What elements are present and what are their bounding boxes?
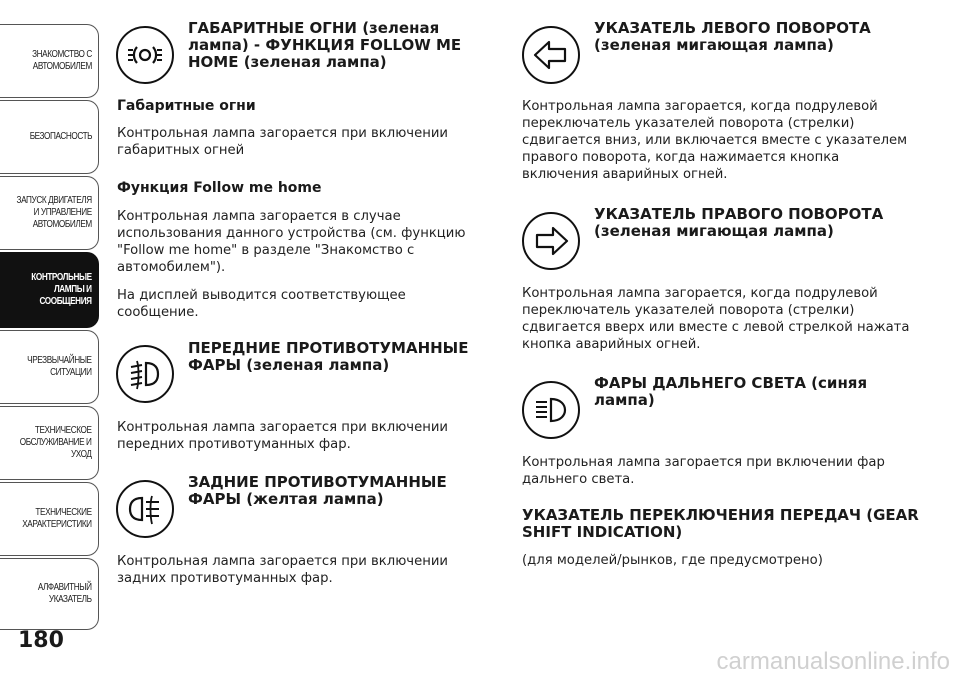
turn-right-text: Контрольная лампа загорается, когда подрулевой переключатель указателей поворота (стрелки) сдвигается вверх или вместе с левой стрелкой нажата кнопка аварийных огней. <box>522 286 910 352</box>
turn-left-title: УКАЗАТЕЛЬ ЛЕВОГО ПОВОРОТА (зеленая мигающая лампа) <box>594 19 871 54</box>
side-lights-text: Контрольная лампа загорается при включении габаритных огней <box>117 126 448 158</box>
turn-left-arrow-icon <box>522 26 580 84</box>
page-number: 180 <box>18 628 64 653</box>
high-beam-title: ФАРЫ ДАЛЬНЕГО СВЕТА (синяя лампа) <box>594 374 868 409</box>
watermark: carmanualsonline.info <box>716 648 950 675</box>
side-lights-subtitle: Габаритные огни <box>117 98 256 114</box>
tab-index[interactable]: АЛФАВИТНЫЙ УКАЗАТЕЛЬ <box>0 558 99 630</box>
tab-starting-driving[interactable]: ЗАПУСК ДВИГАТЕЛЯ И УПРАВЛЕНИЕ АВТОМОБИЛЕМ <box>0 176 99 250</box>
follow-me-home-text: Контрольная лампа загорается в случае использования данного устройства (см. функцию "Follow me home" в разделе "Знакомство с автомобилем"). <box>117 209 466 275</box>
side-lights-title: ГАБАРИТНЫЕ ОГНИ (зеленая лампа) - ФУНКЦИЯ FOLLOW ME HOME (зеленая лампа) <box>188 19 462 71</box>
turn-right-title: УКАЗАТЕЛЬ ПРАВОГО ПОВОРОТА (зеленая мигающая лампа) <box>594 205 884 240</box>
rear-fog-title: ЗАДНИЕ ПРОТИВОТУМАННЫЕ ФАРЫ (желтая лампа) <box>188 473 447 508</box>
gear-shift-title: УКАЗАТЕЛЬ ПЕРЕКЛЮЧЕНИЯ ПЕРЕДАЧ (GEAR SHIFT INDICATION) <box>522 506 919 541</box>
gear-shift-text: (для моделей/рынков, где предусмотрено) <box>522 553 823 568</box>
rear-fog-lights-icon <box>116 480 174 538</box>
tab-introduction[interactable]: ЗНАКОМСТВО С АВТОМОБИЛЕМ <box>0 24 99 98</box>
front-fog-title: ПЕРЕДНИЕ ПРОТИВОТУМАННЫЕ ФАРЫ (зеленая лампа) <box>188 339 469 374</box>
rear-fog-text: Контрольная лампа загорается при включении задних противотуманных фар. <box>117 554 448 586</box>
high-beam-text: Контрольная лампа загорается при включении фар дальнего света. <box>522 455 885 487</box>
front-fog-lights-icon <box>116 345 174 403</box>
turn-left-text: Контрольная лампа загорается, когда подрулевой переключатель указателей поворота (стрелки) сдвигается вниз, или включается вместе с указателем правого поворота, когда нажимается кнопка включения аварийных огней. <box>522 99 908 182</box>
follow-me-home-subtitle: Функция Follow me home <box>117 180 322 196</box>
turn-right-arrow-icon <box>522 212 580 270</box>
display-message-text: На дисплей выводится соответствующее сообщение. <box>117 288 406 320</box>
side-lights-icon <box>116 26 174 84</box>
tab-specifications[interactable]: ТЕХНИЧЕСКИЕ ХАРАКТЕРИСТИКИ <box>0 482 99 556</box>
tab-emergency[interactable]: ЧРЕЗВЫЧАЙНЫЕ СИТУАЦИИ <box>0 330 99 404</box>
tab-warning-lights[interactable]: КОНТРОЛЬНЫЕ ЛАМПЫ И СООБЩЕНИЯ <box>0 252 99 328</box>
front-fog-text: Контрольная лампа загорается при включении передних противотуманных фар. <box>117 420 448 452</box>
tab-maintenance[interactable]: ТЕХНИЧЕСКОЕ ОБСЛУЖИВАНИЕ И УХОД <box>0 406 99 480</box>
high-beam-icon <box>522 381 580 439</box>
tab-safety[interactable]: БЕЗОПАСНОСТЬ <box>0 100 99 174</box>
